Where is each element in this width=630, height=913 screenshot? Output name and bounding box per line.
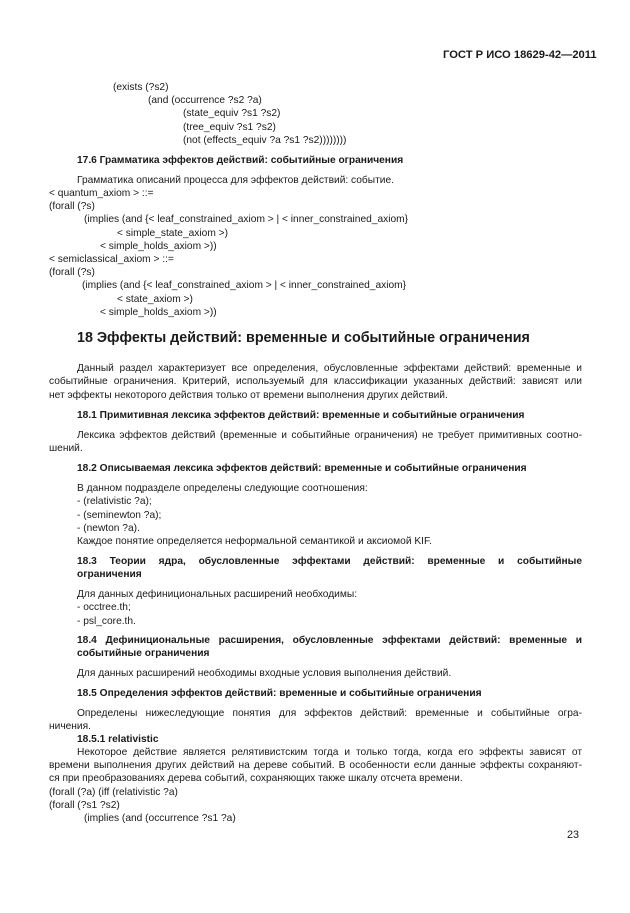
page-number: 23 bbox=[567, 829, 580, 841]
paragraph: нет эффекты некоторого действия только от времени выполнения других действий. bbox=[49, 390, 448, 401]
section-heading-18-3: 18.3 Теории ядра, обусловленные эффектами действий: временные и событийные bbox=[77, 556, 582, 567]
paragraph: Грамматика описаний процесса для эффектов действий: событие. bbox=[77, 175, 394, 186]
section-heading-18-5-1: 18.5.1 relativistic bbox=[77, 734, 159, 745]
list-item: - (newton ?a). bbox=[77, 523, 140, 534]
grammar-line: (implies (and {< leaf_constrained_axiom > | < inner_constrained_axiom} bbox=[82, 280, 407, 291]
grammar-line: (implies (and {< leaf_constrained_axiom > | < inner_constrained_axiom} bbox=[84, 214, 409, 225]
paragraph: времени выполнения других действий на дереве событий. В особенности если данные эффекты сохраняют- bbox=[49, 760, 582, 771]
list-item: - (seminewton ?a); bbox=[77, 510, 162, 521]
section-heading-18-1: 18.1 Примитивная лексика эффектов действий: временные и событийные ограничения bbox=[77, 410, 525, 421]
grammar-line: < quantum_axiom > ::= bbox=[49, 188, 154, 199]
grammar-line: (forall (?s) bbox=[49, 267, 95, 278]
grammar-line: < simple_holds_axiom >)) bbox=[100, 307, 217, 318]
section-heading-18-4-cont: событийные ограничения bbox=[77, 648, 210, 659]
paragraph: Данный раздел характеризует все определения, обусловленные эффектами действий: временные и bbox=[77, 363, 582, 374]
section-heading-18: 18 Эффекты действий: временные и событийные ограничения bbox=[77, 330, 530, 346]
paragraph: Для данных дефинициональных расширений необходимы: bbox=[77, 589, 358, 600]
paragraph: ся при преобразованиях дерева событий, сохраняющих также шкалу отсчета времени. bbox=[49, 773, 463, 784]
grammar-line: < simple_state_axiom >) bbox=[117, 228, 228, 239]
section-heading-17-6: 17.6 Грамматика эффектов действий: событийные ограничения bbox=[77, 155, 404, 166]
list-item: - (relativistic ?a); bbox=[77, 496, 152, 507]
list-item: - occtree.th; bbox=[77, 602, 131, 613]
section-heading-18-4: 18.4 Дефинициональные расширения, обусловленные эффектами действий: временные и bbox=[77, 635, 582, 646]
running-header: ГОСТ Р ИСО 18629-42—2011 bbox=[443, 49, 597, 61]
paragraph: Некоторое действие является релятивистским тогда и только тогда, когда его эффекты зависят от bbox=[77, 747, 582, 758]
code-line: (and (occurrence ?s2 ?a) bbox=[148, 95, 262, 106]
paragraph: Лексика эффектов действий (временные и событийные ограничения) не требует примитивных соотно- bbox=[77, 430, 582, 441]
paragraph: шений. bbox=[49, 443, 83, 454]
grammar-line: < state_axiom >) bbox=[117, 294, 193, 305]
code-line: (forall (?a) (iff (relativistic ?a) bbox=[49, 787, 178, 798]
grammar-line: < simple_holds_axiom >)) bbox=[100, 241, 217, 252]
code-line: (not (effects_equiv ?a ?s1 ?s2)))))))) bbox=[183, 135, 347, 146]
paragraph: Каждое понятие определяется неформальной семантикой и аксиомой KIF. bbox=[77, 536, 432, 547]
code-line: (forall (?s1 ?s2) bbox=[49, 800, 120, 811]
paragraph: ничения. bbox=[49, 721, 91, 732]
code-line: (state_equiv ?s1 ?s2) bbox=[183, 108, 281, 119]
code-line: (tree_equiv ?s1 ?s2) bbox=[183, 122, 276, 133]
section-heading-18-2: 18.2 Описываемая лексика эффектов действий: временные и событийные ограничения bbox=[77, 463, 527, 474]
grammar-line: (forall (?s) bbox=[49, 201, 95, 212]
paragraph: Определены нижеследующие понятия для эффектов действий: временные и событийные огра- bbox=[77, 708, 582, 719]
paragraph: В данном подразделе определены следующие соотношения: bbox=[77, 483, 368, 494]
list-item: - psl_core.th. bbox=[77, 616, 136, 627]
code-line: (implies (and (occurrence ?s1 ?a) bbox=[84, 813, 236, 824]
code-line: (exists (?s2) bbox=[113, 82, 169, 93]
paragraph: событийные ограничения. Критерий, используемый для классификации указанных действий: зависят или bbox=[49, 376, 582, 387]
paragraph: Для данных расширений необходимы входные условия выполнения действий. bbox=[77, 668, 452, 679]
section-heading-18-3-cont: ограничения bbox=[77, 569, 142, 580]
section-heading-18-5: 18.5 Определения эффектов действий: временные и событийные ограничения bbox=[77, 688, 482, 699]
grammar-line: < semiclassical_axiom > ::= bbox=[49, 254, 174, 265]
